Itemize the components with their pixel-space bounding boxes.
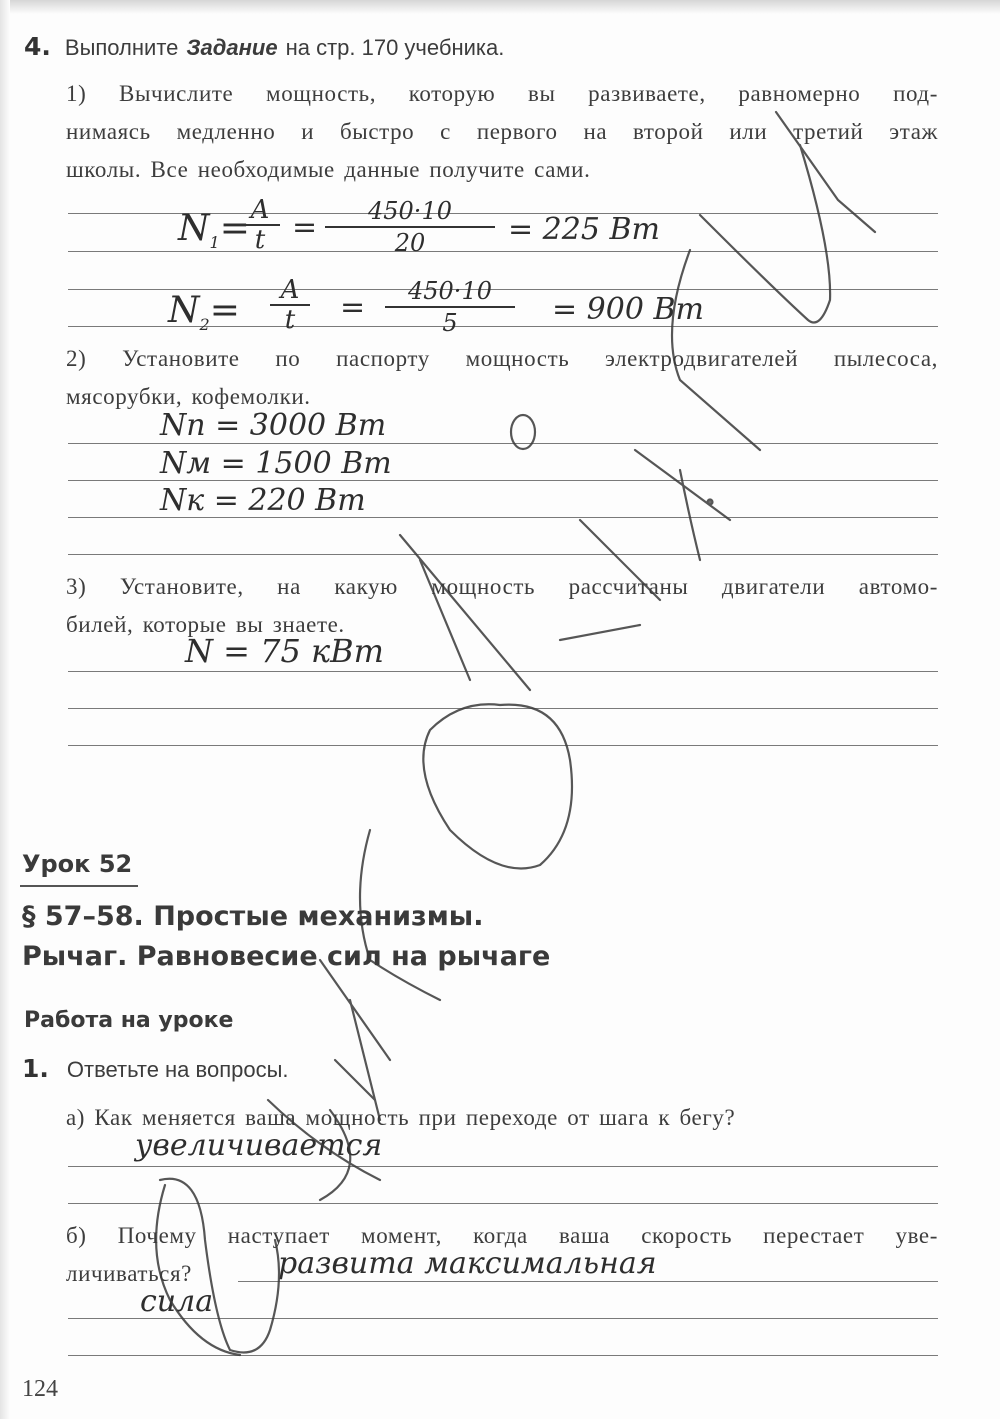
answer-line[interactable] — [68, 1203, 938, 1204]
lesson-label: Урок 52 — [22, 850, 133, 878]
handwritten-answer: N = 75 кВт — [185, 632, 385, 670]
handwritten-answer: Nк = 220 Вт — [160, 483, 366, 518]
fraction-value — [325, 196, 495, 258]
answer-line[interactable] — [68, 745, 938, 746]
question-1-line: нимаясь медленно и быстро с первого на второй или третий этаж — [66, 119, 938, 144]
handwritten-answer: Nм = 1500 Вт — [160, 446, 392, 481]
task-4-heading — [24, 32, 504, 61]
question-2-line: 2) Установите по паспорту мощность электродвигателей пылесоса, — [66, 346, 938, 371]
fraction-denominator: 5 — [385, 306, 515, 338]
question-b-line: личиваться? — [66, 1261, 192, 1286]
handwritten-answer: развита максимальная — [278, 1246, 657, 1281]
handwritten-formula-n2: $N_2=$ — [168, 290, 240, 335]
answer-line[interactable] — [68, 443, 938, 444]
scan-left-shadow — [0, 0, 10, 1419]
fraction-value — [385, 276, 515, 338]
task-number: 4. — [24, 32, 51, 61]
answer-line[interactable] — [68, 1355, 938, 1356]
handwritten-formula-n1: $N_1=$ — [178, 208, 250, 253]
lesson-underline — [20, 885, 138, 887]
handwritten-answer: Nп = 3000 Вт — [160, 408, 387, 443]
answer-line[interactable] — [68, 1318, 938, 1319]
fraction-denominator: 20 — [325, 226, 495, 258]
section-heading: Работа на уроке — [24, 1008, 234, 1033]
question-3-line: 3) Установите, на какую мощность рассчитаны двигатели автомо- — [66, 574, 938, 599]
task-1-heading — [22, 1054, 289, 1083]
answer-line[interactable] — [238, 1281, 938, 1282]
scan-top-shadow — [0, 0, 1000, 14]
question-1-line: 1) Вычислите мощность, которую вы развиваете, равномерно под- — [66, 81, 938, 106]
handwritten-answer: увеличивается — [135, 1128, 383, 1163]
fraction-numerator: 450·10 — [368, 197, 452, 225]
fraction-a-over-t: A t — [240, 196, 280, 254]
answer-line[interactable] — [68, 671, 938, 672]
task-intro-prefix: Выполните — [64, 35, 179, 60]
fraction-numerator: 450·10 — [408, 277, 492, 305]
page-number: 124 — [22, 1376, 58, 1402]
question-3-line: билей, которые вы знаете. — [66, 612, 345, 637]
lesson-title-line-2: Рычаг. Равновесие сил на рычаге — [22, 941, 551, 972]
question-2 — [66, 340, 938, 416]
equals-sign: = — [292, 210, 318, 245]
task-intro-bold: Задание — [186, 35, 278, 60]
task-number: 1. — [22, 1054, 49, 1083]
answer-line[interactable] — [68, 554, 938, 555]
result-value: = 900 Вт — [552, 292, 704, 327]
handwritten-answer: сила — [140, 1284, 214, 1319]
lesson-title-line-1: § 57–58. Простые механизмы. — [22, 901, 484, 932]
result-value: = 225 Вт — [508, 212, 660, 247]
answer-line[interactable] — [68, 708, 938, 709]
answer-line[interactable] — [68, 1166, 938, 1167]
question-1-line: школы. Все необходимые данные получите сами. — [66, 157, 591, 182]
question-2-line: мясорубки, кофемолки. — [66, 384, 311, 409]
fraction-a-over-t: A t — [270, 276, 310, 334]
question-b-line: б) Почему наступает момент, когда ваша скорость перестает уве- — [66, 1223, 938, 1248]
task-text: Ответьте на вопросы. — [66, 1057, 289, 1082]
question-1 — [66, 75, 938, 189]
question-a-text: а) Как меняется ваша мощность при переходе от шага к бегу? — [66, 1105, 736, 1130]
equals-sign: = — [340, 290, 366, 325]
task-intro-suffix: на стр. 170 учебника. — [285, 35, 505, 60]
